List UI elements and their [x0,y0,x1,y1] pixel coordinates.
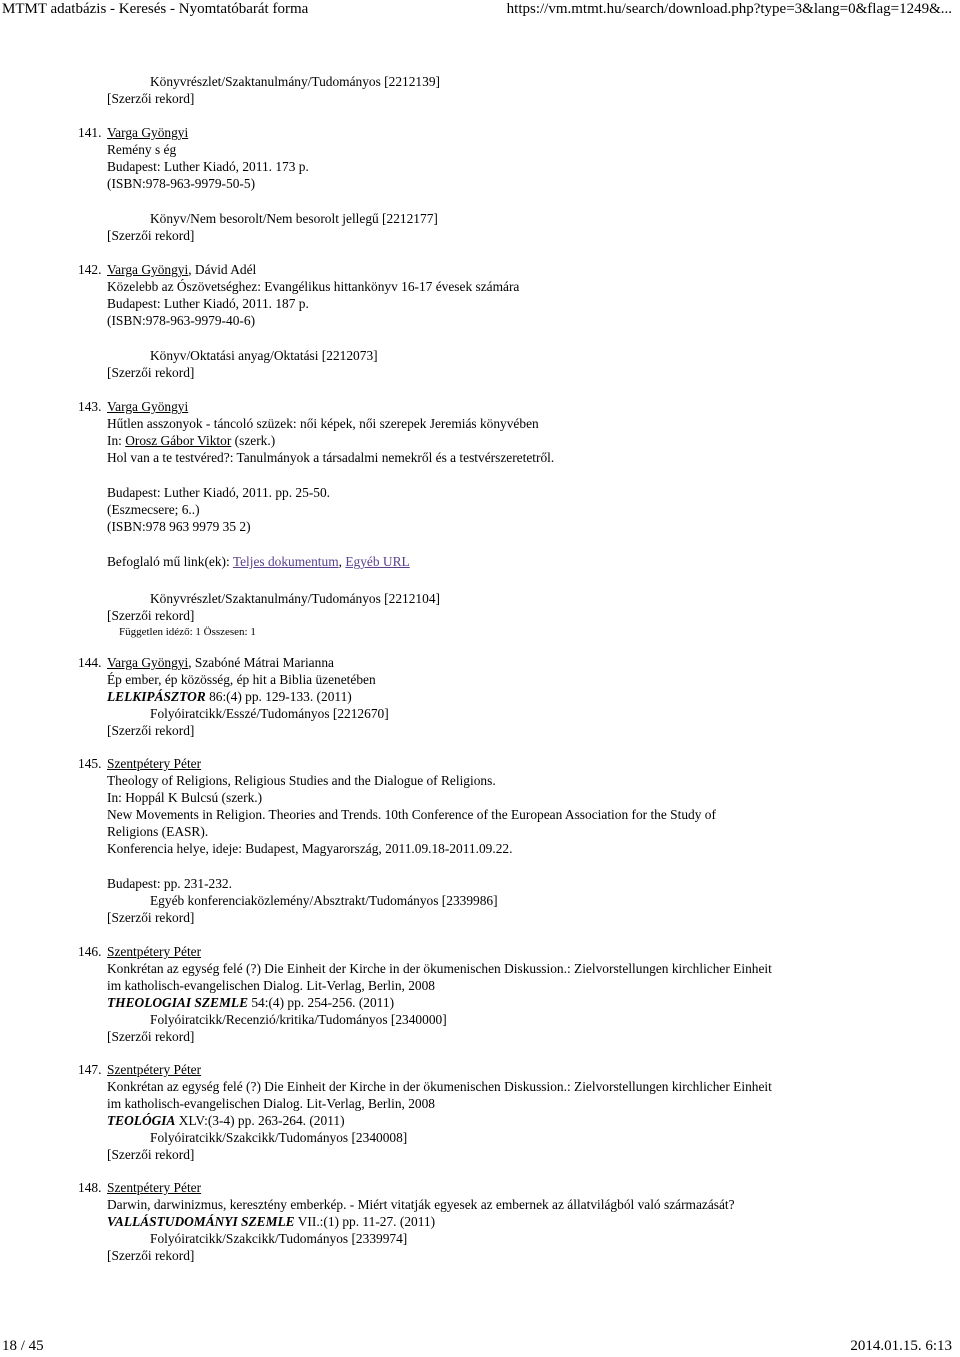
author-link[interactable]: Szentpétery Péter [107,1180,202,1195]
links-label: Befoglaló mű link(ek): [107,554,233,569]
entry-number: 145. [78,756,102,771]
entry-publisher: Budapest: pp. 231-232. [107,876,232,891]
author-record-link[interactable]: [Szerzői rekord] [107,1248,195,1263]
author-link[interactable]: Varga Gyöngyi [107,125,189,140]
journal-details: XLV:(3-4) pp. 263-264. (2011) [175,1113,345,1128]
entry-publisher: Budapest: Luther Kiadó, 2011. 187 p. [107,296,309,311]
journal-details: VII.:(1) pp. 11-27. (2011) [294,1214,436,1229]
entry-title: Ép ember, ép közösség, ép hit a Biblia üzenetében [107,672,376,687]
author-record-link[interactable]: [Szerzői rekord] [107,228,195,243]
entry-category: Folyóiratcikk/Szakcikk/Tudományos [2339974] [150,1231,408,1246]
entry-isbn: (ISBN:978-963-9979-40-6) [107,313,256,328]
entry-title: Konkrétan az egység felé (?) Die Einheit der Kirche in der ökumenischen Diskussion.: Zielvorstellungen kirchlicher Einheit [107,961,772,976]
entry-number: 148. [78,1180,102,1195]
entry-isbn: (ISBN:978-963-9979-50-5) [107,176,256,191]
entry-number: 143. [78,399,102,414]
full-document-link[interactable]: Teljes dokumentum [232,554,339,569]
journal-details: 54:(4) pp. 254-256. (2011) [248,995,395,1010]
entry-category: Könyv/Oktatási anyag/Oktatási [2212073] [150,348,378,363]
editor-suffix: (szerk.) [231,433,276,448]
entry-title: Hűtlen asszonyok - táncoló szüzek: női képek, női szerepek Jeremiás könyvében [107,416,539,431]
entry-title: Darwin, darwinizmus, keresztény emberkép. - Miért vitatják egyesek az embernek az állatvilágból való származását? [107,1197,735,1212]
print-footer [0,1335,960,1357]
author-record-link[interactable]: [Szerzői rekord] [107,1147,195,1162]
entry-publisher: Budapest: Luther Kiadó, 2011. pp. 25-50. [107,485,331,500]
author-link[interactable]: Varga Gyöngyi [107,399,189,414]
entry-number: 142. [78,262,102,277]
journal-name: THEOLOGIAI SZEMLE [107,995,248,1010]
entry-number: 147. [78,1062,102,1077]
conference-info: Konferencia helye, ideje: Budapest, Magyarország, 2011.09.18-2011.09.22. [107,841,513,856]
other-url-link[interactable]: Egyéb URL [345,554,410,569]
entry-title: Remény s ég [107,142,177,157]
entry-category: Folyóiratcikk/Esszé/Tudományos [2212670] [150,706,389,721]
entry-series: (Eszmecsere; 6..) [107,502,200,517]
author-record-link[interactable]: [Szerzői rekord] [107,91,195,106]
entry-title: Közelebb az Ószövetséghez: Evangélikus hittankönyv 16-17 évesek számára [107,279,520,294]
author-record-link[interactable]: [Szerzői rekord] [107,608,195,623]
entry-title: Konkrétan az egység felé (?) Die Einheit der Kirche in der ökumenischen Diskussion.: Zielvorstellungen kirchlicher Einheit [107,1079,772,1094]
in-prefix: In: [107,433,126,448]
page-counter: 18 / 45 [2,1338,44,1354]
author-link[interactable]: Varga Gyöngyi [107,262,189,277]
coauthors: , Dávid Adél [188,262,257,277]
entry-category: Egyéb konferenciaközlemény/Absztrakt/Tudományos [2339986] [150,893,498,908]
journal-details: 86:(4) pp. 129-133. (2011) [205,689,352,704]
entry-publisher: Budapest: Luther Kiadó, 2011. 173 p. [107,159,309,174]
book-title-cont: Religions (EASR). [107,824,209,839]
author-link[interactable]: Szentpétery Péter [107,944,202,959]
author-link[interactable]: Szentpétery Péter [107,756,202,771]
header-title: MTMT adatbázis - Keresés - Nyomtatóbarát forma [2,1,309,17]
header-url: https://vm.mtmt.hu/search/download.php?type=3&lang=0&flag=1249&... [506,1,952,17]
entry-title-cont: im katholisch-evangelischen Dialog. Lit-Verlag, Berlin, 2008 [107,978,435,993]
journal-name: LELKIPÁSZTOR [107,689,206,704]
author-link[interactable]: Varga Gyöngyi [107,655,189,670]
author-record-link[interactable]: [Szerzői rekord] [107,910,195,925]
journal-name: VALLÁSTUDOMÁNYI SZEMLE [107,1214,295,1229]
entry-category: Folyóiratcikk/Recenzió/kritika/Tudományos [2340000] [150,1012,447,1027]
entry-number: 144. [78,655,102,670]
author-record-link[interactable]: [Szerzői rekord] [107,365,195,380]
entry-number: 146. [78,944,102,959]
entry-category: Könyv/Nem besorolt/Nem besorolt jellegű [2212177] [150,211,438,226]
editor-link[interactable]: Orosz Gábor Viktor [125,433,232,448]
author-record-link[interactable]: [Szerzői rekord] [107,1029,195,1044]
entry-title-cont: im katholisch-evangelischen Dialog. Lit-Verlag, Berlin, 2008 [107,1096,435,1111]
journal-name: TEOLÓGIA [107,1113,176,1128]
author-link[interactable]: Szentpétery Péter [107,1062,202,1077]
coauthors: , Szabóné Mátrai Marianna [188,655,334,670]
citation-count: Független idéző: 1 Összesen: 1 [119,626,256,638]
entry-isbn: (ISBN:978 963 9979 35 2) [107,519,251,534]
link-separator: , [338,554,346,569]
entry-number: 141. [78,125,102,140]
print-datetime: 2014.01.15. 6:13 [850,1338,952,1354]
entry-category: Folyóiratcikk/Szakcikk/Tudományos [2340008] [150,1130,408,1145]
entry-category: Könyvrészlet/Szaktanulmány/Tudományos [2212104] [150,591,440,606]
book-title: New Movements in Religion. Theories and Trends. 10th Conference of the European Association for the Study of [107,807,716,822]
entry-category: Könyvrészlet/Szaktanulmány/Tudományos [2212139] [150,74,440,89]
entry-title: Theology of Religions, Religious Studies and the Dialogue of Religions. [107,773,496,788]
editor-line: In: Hoppál K Bulcsú (szerk.) [107,790,263,805]
book-title: Hol van a te testvéred?: Tanulmányok a társadalmi nemekről és a testvérszeretetről. [107,450,555,465]
print-header [0,0,960,20]
author-record-link[interactable]: [Szerzői rekord] [107,723,195,738]
